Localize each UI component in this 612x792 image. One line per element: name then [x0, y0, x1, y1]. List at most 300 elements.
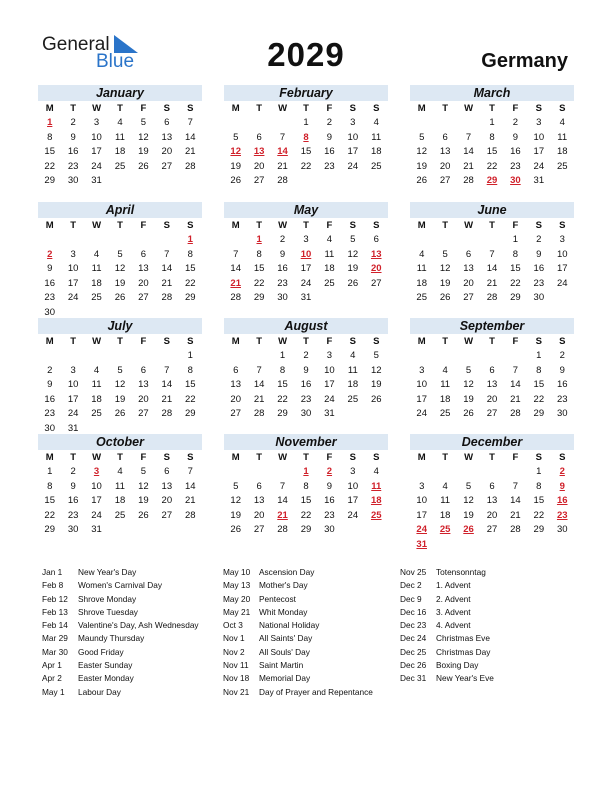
holiday-day-cell: 30: [510, 175, 521, 186]
day-cell: 3: [70, 248, 76, 260]
day-cell: 29: [184, 292, 196, 303]
weekday-label: W: [92, 103, 102, 114]
day-cell: 19: [370, 379, 382, 390]
day-cell: 26: [416, 175, 427, 186]
holiday-name: Christmas Day: [436, 646, 491, 657]
day-cell: 16: [324, 146, 335, 157]
holiday-name: Maundy Thursday: [78, 633, 145, 644]
day-cell: 23: [300, 393, 312, 405]
day-cell: 12: [347, 248, 359, 260]
day-cell: 8: [187, 364, 193, 376]
day-cell: 12: [114, 379, 126, 390]
weekday-label: F: [326, 220, 333, 231]
day-cell: 28: [277, 175, 288, 186]
month-name: September: [410, 318, 574, 334]
day-cell: 4: [93, 364, 100, 376]
month-april: [38, 202, 202, 320]
empty-cell: [132, 233, 155, 248]
month-grid: [410, 450, 574, 552]
day-cell: 17: [533, 146, 545, 157]
weekday-label: T: [117, 452, 123, 463]
holiday-entry: [42, 672, 199, 685]
day-cell: 13: [161, 131, 173, 143]
day-cell: 9: [303, 364, 309, 376]
day-cell: 3: [350, 466, 356, 477]
day-cell: 11: [347, 364, 358, 376]
day-cell: 17: [347, 495, 359, 506]
holiday-entry: [223, 606, 373, 619]
day-cell: 27: [161, 160, 173, 172]
day-cell: 25: [370, 160, 382, 172]
day-cell: 27: [138, 292, 149, 303]
day-cell: 6: [489, 364, 495, 376]
day-cell: 5: [233, 480, 239, 492]
weekday-label: T: [442, 103, 449, 114]
day-cell: 29: [300, 524, 312, 535]
day-cell: 4: [93, 248, 100, 260]
day-cell: 29: [533, 524, 545, 535]
holiday-entry: [42, 579, 199, 592]
weekday-label: T: [70, 220, 77, 231]
weekday-label: M: [417, 220, 426, 231]
day-cell: 29: [44, 524, 55, 535]
day-cell: 27: [253, 175, 265, 186]
day-cell: 14: [184, 131, 196, 143]
weekday-label: W: [278, 220, 288, 231]
weekday-label: S: [373, 220, 380, 231]
day-cell: 23: [44, 408, 55, 419]
day-cell: 29: [44, 175, 55, 186]
holiday-name: National Holiday: [259, 620, 320, 631]
empty-cell: [433, 116, 456, 131]
day-cell: 15: [44, 146, 55, 157]
holiday-date: Mar 30: [42, 646, 68, 657]
day-cell: 26: [114, 408, 126, 419]
day-cell: 28: [161, 408, 173, 419]
day-cell: 7: [465, 131, 472, 143]
day-cell: 11: [91, 379, 102, 390]
day-cell: 5: [117, 248, 123, 260]
day-cell: 14: [510, 495, 521, 506]
day-cell: 14: [463, 146, 474, 157]
holiday-day-cell: 25: [439, 524, 451, 535]
day-cell: 9: [70, 131, 76, 143]
day-cell: 3: [326, 350, 333, 361]
holiday-day-cell: 29: [486, 175, 498, 186]
day-cell: 18: [416, 277, 427, 289]
holiday-day-cell: 13: [253, 146, 265, 157]
day-cell: 3: [419, 364, 425, 376]
day-cell: 2: [279, 234, 286, 245]
day-cell: 28: [463, 175, 474, 186]
day-cell: 19: [230, 160, 241, 172]
weekday-label: T: [256, 103, 263, 114]
day-cell: 18: [556, 146, 568, 157]
holiday-date: Dec 9: [400, 593, 422, 604]
month-name: June: [410, 202, 574, 218]
holiday-date: Apr 2: [42, 673, 62, 684]
day-cell: 31: [300, 292, 312, 303]
day-cell: 27: [439, 175, 451, 186]
holiday-date: Feb 12: [42, 593, 68, 604]
day-cell: 22: [184, 393, 196, 405]
holiday-day-cell: 2: [559, 466, 565, 477]
day-cell: 21: [161, 393, 173, 405]
month-grid: [410, 334, 574, 422]
day-cell: 8: [47, 480, 53, 492]
day-cell: 18: [370, 146, 382, 157]
holiday-day-cell: 1: [303, 466, 309, 477]
holiday-day-cell: 14: [277, 146, 288, 157]
day-cell: 4: [559, 117, 565, 128]
holiday-name: New Year's Day: [78, 567, 137, 577]
holiday-name: Pentecost: [259, 593, 296, 604]
month-grid: [224, 450, 388, 538]
holiday-day-cell: 18: [370, 495, 382, 506]
day-cell: 15: [300, 146, 312, 157]
day-cell: 28: [253, 408, 265, 419]
day-cell: 29: [533, 408, 545, 419]
weekday-label: S: [373, 452, 380, 463]
empty-cell: [247, 116, 270, 131]
weekday-label: M: [45, 452, 54, 463]
weekday-label: S: [163, 452, 170, 463]
holiday-day-cell: 21: [277, 509, 288, 521]
day-cell: 3: [536, 117, 542, 128]
day-cell: 28: [184, 509, 196, 521]
weekday-label: M: [417, 103, 426, 114]
day-cell: 18: [91, 277, 102, 289]
day-cell: 10: [67, 263, 79, 274]
day-cell: 6: [256, 131, 262, 143]
month-grid: [38, 450, 202, 538]
day-cell: 6: [140, 364, 147, 376]
empty-cell: [433, 465, 456, 480]
empty-cell: [410, 349, 433, 364]
weekday-label: S: [163, 336, 170, 347]
day-cell: 20: [138, 393, 149, 405]
empty-cell: [410, 116, 433, 131]
month-name: July: [38, 318, 202, 334]
day-cell: 19: [463, 393, 474, 405]
country-name: Germany: [481, 50, 568, 72]
holiday-name: All Souls' Day: [259, 646, 310, 657]
day-cell: 1: [279, 350, 286, 361]
holiday-entry: [42, 646, 199, 659]
holiday-day-cell: 11: [371, 480, 382, 492]
weekday-label: M: [417, 452, 426, 463]
weekday-label: T: [256, 336, 263, 347]
day-cell: 16: [44, 393, 55, 405]
weekday-label: F: [140, 103, 147, 114]
day-cell: 25: [91, 292, 102, 303]
holiday-name: Whit Monday: [259, 606, 308, 617]
day-cell: 12: [114, 263, 126, 274]
holiday-date: Nov 2: [223, 646, 245, 657]
empty-cell: [247, 349, 270, 364]
day-cell: 21: [510, 393, 521, 405]
day-cell: 9: [70, 480, 76, 492]
day-cell: 16: [556, 379, 568, 390]
day-cell: 18: [114, 146, 126, 157]
day-cell: 10: [533, 131, 545, 143]
day-cell: 30: [67, 524, 79, 535]
weekday-label: W: [464, 452, 474, 463]
day-cell: 3: [70, 364, 76, 376]
day-cell: 8: [536, 364, 542, 376]
month-july: [38, 318, 202, 436]
day-cell: 17: [67, 277, 79, 289]
day-cell: 23: [277, 277, 288, 289]
empty-cell: [61, 233, 84, 248]
day-cell: 23: [556, 393, 568, 405]
month-name: March: [410, 85, 574, 101]
day-cell: 4: [373, 117, 379, 128]
month-november: [224, 434, 388, 538]
holiday-entry: [400, 632, 494, 645]
weekday-label: W: [278, 336, 288, 347]
day-cell: 9: [326, 480, 333, 492]
weekday-label: S: [163, 103, 170, 114]
day-cell: 2: [326, 117, 333, 128]
day-cell: 12: [138, 131, 149, 143]
day-cell: 24: [300, 277, 312, 289]
day-cell: 26: [114, 292, 126, 303]
day-cell: 22: [44, 160, 55, 172]
weekday-label: T: [256, 452, 263, 463]
day-cell: 1: [47, 466, 53, 477]
day-cell: 17: [91, 495, 102, 506]
holiday-entry: [400, 619, 494, 632]
empty-cell: [61, 349, 84, 364]
day-cell: 27: [486, 408, 498, 419]
weekday-label: T: [489, 220, 495, 231]
day-cell: 15: [510, 263, 521, 274]
day-cell: 27: [253, 524, 265, 535]
day-cell: 6: [140, 248, 147, 260]
day-cell: 25: [416, 292, 427, 303]
day-cell: 26: [230, 175, 241, 186]
day-cell: 1: [187, 350, 193, 361]
weekday-label: S: [187, 220, 194, 231]
weekday-label: T: [117, 103, 123, 114]
weekday-label: M: [45, 220, 54, 231]
day-cell: 26: [347, 277, 359, 289]
empty-cell: [155, 233, 178, 248]
day-cell: 4: [419, 248, 425, 260]
day-cell: 6: [256, 480, 262, 492]
holiday-name: All Saints' Day: [259, 633, 313, 644]
day-cell: 17: [324, 379, 335, 390]
day-cell: 27: [161, 509, 173, 521]
day-cell: 9: [512, 131, 519, 143]
empty-cell: [38, 233, 61, 248]
day-cell: 14: [161, 379, 173, 390]
day-cell: 4: [442, 364, 448, 376]
day-cell: 19: [463, 509, 474, 521]
day-cell: 20: [439, 160, 451, 172]
holiday-day-cell: 1: [256, 234, 262, 245]
weekday-label: M: [231, 336, 240, 347]
day-cell: 7: [256, 364, 262, 376]
empty-cell: [504, 349, 527, 364]
day-cell: 18: [91, 393, 102, 405]
day-cell: 22: [184, 277, 196, 289]
day-cell: 5: [465, 480, 472, 492]
day-cell: 26: [370, 393, 382, 405]
day-cell: 19: [138, 146, 149, 157]
empty-cell: [224, 233, 247, 248]
day-cell: 21: [184, 495, 196, 506]
empty-cell: [457, 465, 480, 480]
holiday-day-cell: 25: [370, 509, 382, 521]
logo-word-general: General: [42, 34, 110, 55]
day-cell: 29: [277, 408, 288, 419]
day-cell: 31: [91, 175, 102, 186]
holiday-entry: [42, 619, 199, 632]
weekday-label: M: [231, 103, 240, 114]
day-cell: 1: [512, 234, 519, 245]
holiday-day-cell: 8: [303, 131, 309, 143]
day-cell: 8: [489, 131, 495, 143]
day-cell: 26: [138, 509, 149, 521]
day-cell: 27: [138, 408, 149, 419]
day-cell: 16: [324, 495, 335, 506]
day-cell: 20: [161, 146, 173, 157]
month-october: [38, 434, 202, 538]
weekday-label: T: [256, 220, 263, 231]
day-cell: 25: [347, 393, 359, 405]
holiday-day-cell: 3: [93, 466, 100, 477]
day-cell: 19: [416, 160, 427, 172]
holiday-date: Nov 1: [223, 633, 245, 644]
weekday-label: T: [303, 336, 309, 347]
weekday-label: T: [303, 103, 309, 114]
holiday-day-cell: 20: [370, 263, 382, 274]
holiday-date: Feb 13: [42, 606, 68, 617]
day-cell: 8: [47, 131, 53, 143]
day-cell: 17: [556, 263, 568, 274]
holiday-entry: [223, 566, 373, 579]
day-cell: 23: [67, 160, 79, 172]
day-cell: 21: [510, 509, 521, 521]
day-cell: 13: [230, 379, 241, 390]
day-cell: 17: [91, 146, 102, 157]
holiday-name: 3. Advent: [436, 606, 471, 617]
logo-word-blue: Blue: [96, 51, 135, 72]
day-cell: 7: [512, 364, 519, 376]
holiday-date: Dec 23: [400, 620, 427, 631]
day-cell: 5: [140, 117, 147, 128]
day-cell: 3: [93, 117, 100, 128]
holiday-name: Ascension Day: [259, 567, 315, 577]
day-cell: 22: [277, 393, 288, 405]
holiday-name: Memorial Day: [259, 673, 311, 684]
weekday-label: S: [163, 220, 170, 231]
month-name: November: [224, 434, 388, 450]
holiday-name: Shrove Monday: [78, 593, 137, 604]
day-cell: 2: [303, 350, 309, 361]
day-cell: 16: [510, 146, 521, 157]
weekday-label: F: [326, 452, 333, 463]
weekday-label: S: [349, 452, 356, 463]
holiday-entry: [42, 659, 199, 672]
day-cell: 15: [533, 495, 545, 506]
day-cell: 12: [416, 146, 427, 157]
day-cell: 29: [253, 292, 265, 303]
weekday-label: S: [187, 103, 194, 114]
day-cell: 25: [324, 277, 335, 289]
day-cell: 29: [510, 292, 521, 303]
day-cell: 21: [184, 146, 196, 157]
day-cell: 14: [161, 263, 173, 274]
day-cell: 28: [230, 292, 241, 303]
weekday-label: S: [187, 452, 194, 463]
holiday-date: Dec 25: [400, 646, 427, 657]
weekday-label: S: [349, 336, 356, 347]
weekday-label: W: [278, 103, 288, 114]
holiday-entry: [400, 566, 494, 579]
holiday-date: May 13: [223, 580, 251, 591]
holiday-name: 4. Advent: [436, 620, 471, 631]
day-cell: 24: [533, 160, 545, 172]
day-cell: 11: [557, 131, 568, 143]
day-cell: 17: [416, 393, 427, 405]
day-cell: 31: [533, 175, 545, 186]
day-cell: 6: [442, 131, 448, 143]
month-january: [38, 85, 202, 189]
day-cell: 22: [533, 393, 545, 405]
day-cell: 30: [556, 524, 568, 535]
holiday-day-cell: 26: [463, 524, 474, 535]
holiday-day-cell: 1: [187, 234, 193, 245]
day-cell: 21: [161, 277, 173, 289]
empty-cell: [410, 233, 433, 248]
day-cell: 24: [91, 160, 102, 172]
day-cell: 25: [91, 408, 102, 419]
day-cell: 28: [510, 524, 521, 535]
holiday-name: Valentine's Day, Ash Wednesday: [78, 620, 199, 631]
day-cell: 9: [279, 248, 286, 260]
holiday-date: Nov 11: [223, 660, 249, 671]
weekday-label: W: [92, 220, 102, 231]
day-cell: 18: [114, 495, 126, 506]
day-cell: 11: [115, 131, 125, 143]
holiday-date: Oct 3: [223, 620, 243, 631]
day-cell: 8: [536, 480, 542, 492]
empty-cell: [155, 349, 178, 364]
day-cell: 16: [44, 277, 55, 289]
day-cell: 21: [463, 160, 474, 172]
day-cell: 23: [324, 509, 335, 521]
day-cell: 10: [324, 364, 335, 376]
day-cell: 5: [350, 234, 356, 245]
day-cell: 10: [416, 379, 427, 390]
day-cell: 5: [117, 364, 123, 376]
day-cell: 6: [164, 466, 170, 477]
day-cell: 22: [44, 509, 55, 521]
day-cell: 24: [347, 509, 359, 521]
day-cell: 12: [370, 364, 382, 376]
day-cell: 20: [486, 393, 498, 405]
holiday-list-column-2: [223, 566, 373, 699]
month-june: [410, 202, 574, 306]
empty-cell: [457, 349, 480, 364]
empty-cell: [224, 349, 247, 364]
day-cell: 17: [416, 509, 427, 521]
day-cell: 16: [300, 379, 312, 390]
day-cell: 2: [559, 350, 565, 361]
